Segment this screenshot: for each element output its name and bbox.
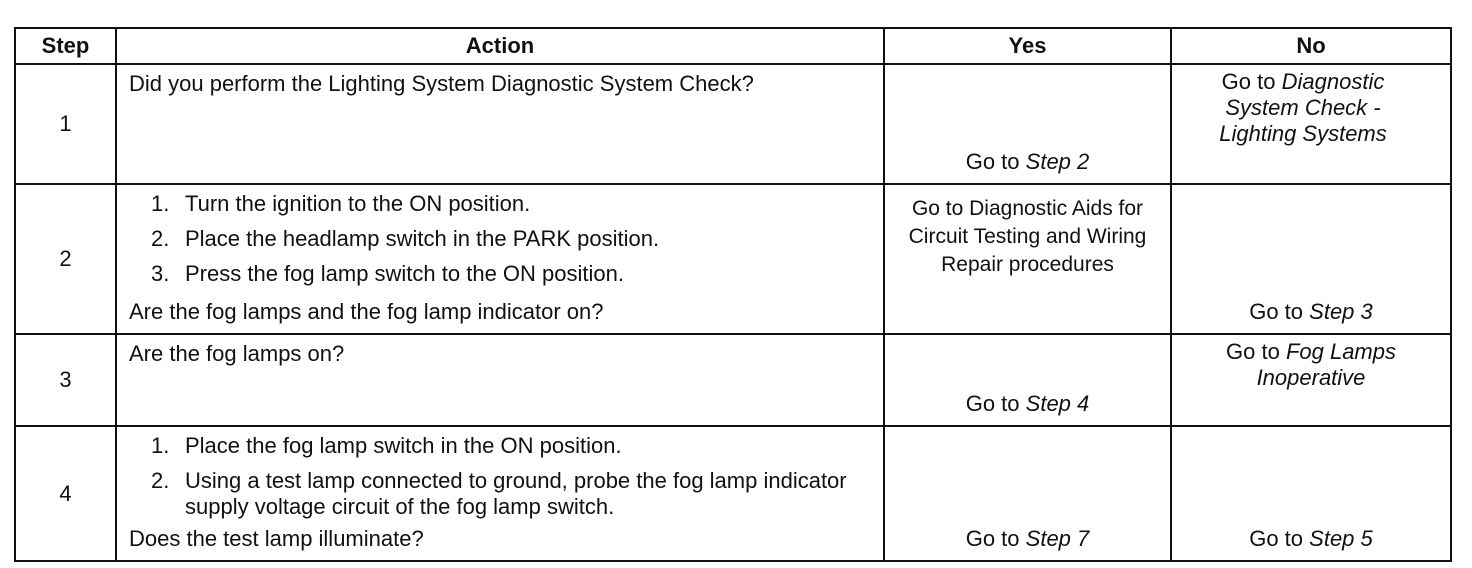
action-cell <box>116 334 884 426</box>
step-number: 4 <box>15 426 116 561</box>
step-number: 2 <box>15 184 116 334</box>
no-cell <box>1171 334 1451 426</box>
yes-cell <box>884 184 1171 334</box>
action-steps <box>117 185 883 287</box>
list-item: 2. Using a test lamp connected to ground, probe the fog lamp indicator supply voltage circuit of the fog lamp switch. <box>151 468 847 519</box>
yes-goto[interactable] <box>885 526 1170 552</box>
no-goto[interactable] <box>1172 526 1450 552</box>
goto-prefix: Go to <box>965 149 1020 174</box>
no-goto[interactable] <box>1172 335 1450 391</box>
goto-link[interactable]: Diagnostic System Check - Lighting Systems <box>1219 69 1387 146</box>
header-row <box>15 28 1451 64</box>
no-cell <box>1171 184 1451 334</box>
list-item: 2. Place the headlamp switch in the PARK position. <box>151 226 660 251</box>
goto-prefix: Go to <box>1249 299 1304 324</box>
header-action: Action <box>116 28 884 64</box>
goto-prefix: Go to <box>1226 339 1280 364</box>
table-row <box>15 426 1451 561</box>
header-step: Step <box>15 28 116 64</box>
list-item: 1. Turn the ignition to the ON position. <box>151 191 531 216</box>
goto-link[interactable]: Step 7 <box>1025 526 1090 551</box>
table-row <box>15 184 1451 334</box>
action-cell <box>116 184 884 334</box>
goto-link[interactable]: Step 4 <box>1025 391 1090 416</box>
yes-cell <box>884 334 1171 426</box>
yes-goto[interactable]: Go to Diagnostic Aids for Circuit Testing and Wiring Repair procedures <box>908 197 1147 276</box>
action-question: Are the fog lamps on? <box>129 341 345 366</box>
yes-cell <box>884 426 1171 561</box>
no-cell <box>1171 64 1451 184</box>
no-cell <box>1171 426 1451 561</box>
step-number: 3 <box>15 334 116 426</box>
goto-link[interactable]: Step 5 <box>1309 526 1373 551</box>
yes-cell <box>884 64 1171 184</box>
action-question: Does the test lamp illuminate? <box>129 526 424 551</box>
table-row <box>15 64 1451 184</box>
action-steps <box>117 427 883 520</box>
goto-link[interactable]: Step 2 <box>1025 149 1090 174</box>
table-row <box>15 334 1451 426</box>
list-item: 1. Place the fog lamp switch in the ON position. <box>151 433 622 458</box>
step-number: 1 <box>15 64 116 184</box>
goto-link[interactable]: Fog Lamps Inoperative <box>1256 339 1396 390</box>
header-no: No <box>1171 28 1451 64</box>
goto-prefix: Go to <box>1249 526 1304 551</box>
goto-prefix: Go to <box>965 526 1020 551</box>
goto-link[interactable]: Step 3 <box>1309 299 1373 324</box>
action-question: Did you perform the Lighting System Diagnostic System Check? <box>129 71 754 96</box>
goto-prefix: Go to <box>1221 69 1276 94</box>
action-question: Are the fog lamps and the fog lamp indicator on? <box>129 299 604 324</box>
action-cell <box>116 426 884 561</box>
yes-goto[interactable] <box>885 391 1170 417</box>
header-yes: Yes <box>884 28 1171 64</box>
no-goto[interactable] <box>1172 65 1450 147</box>
action-cell <box>116 64 884 184</box>
yes-goto[interactable] <box>885 149 1170 175</box>
list-item: 3. Press the fog lamp switch to the ON position. <box>151 261 624 286</box>
no-goto[interactable] <box>1172 299 1450 325</box>
diagnostic-table <box>14 27 1452 562</box>
goto-prefix: Go to <box>965 391 1020 416</box>
